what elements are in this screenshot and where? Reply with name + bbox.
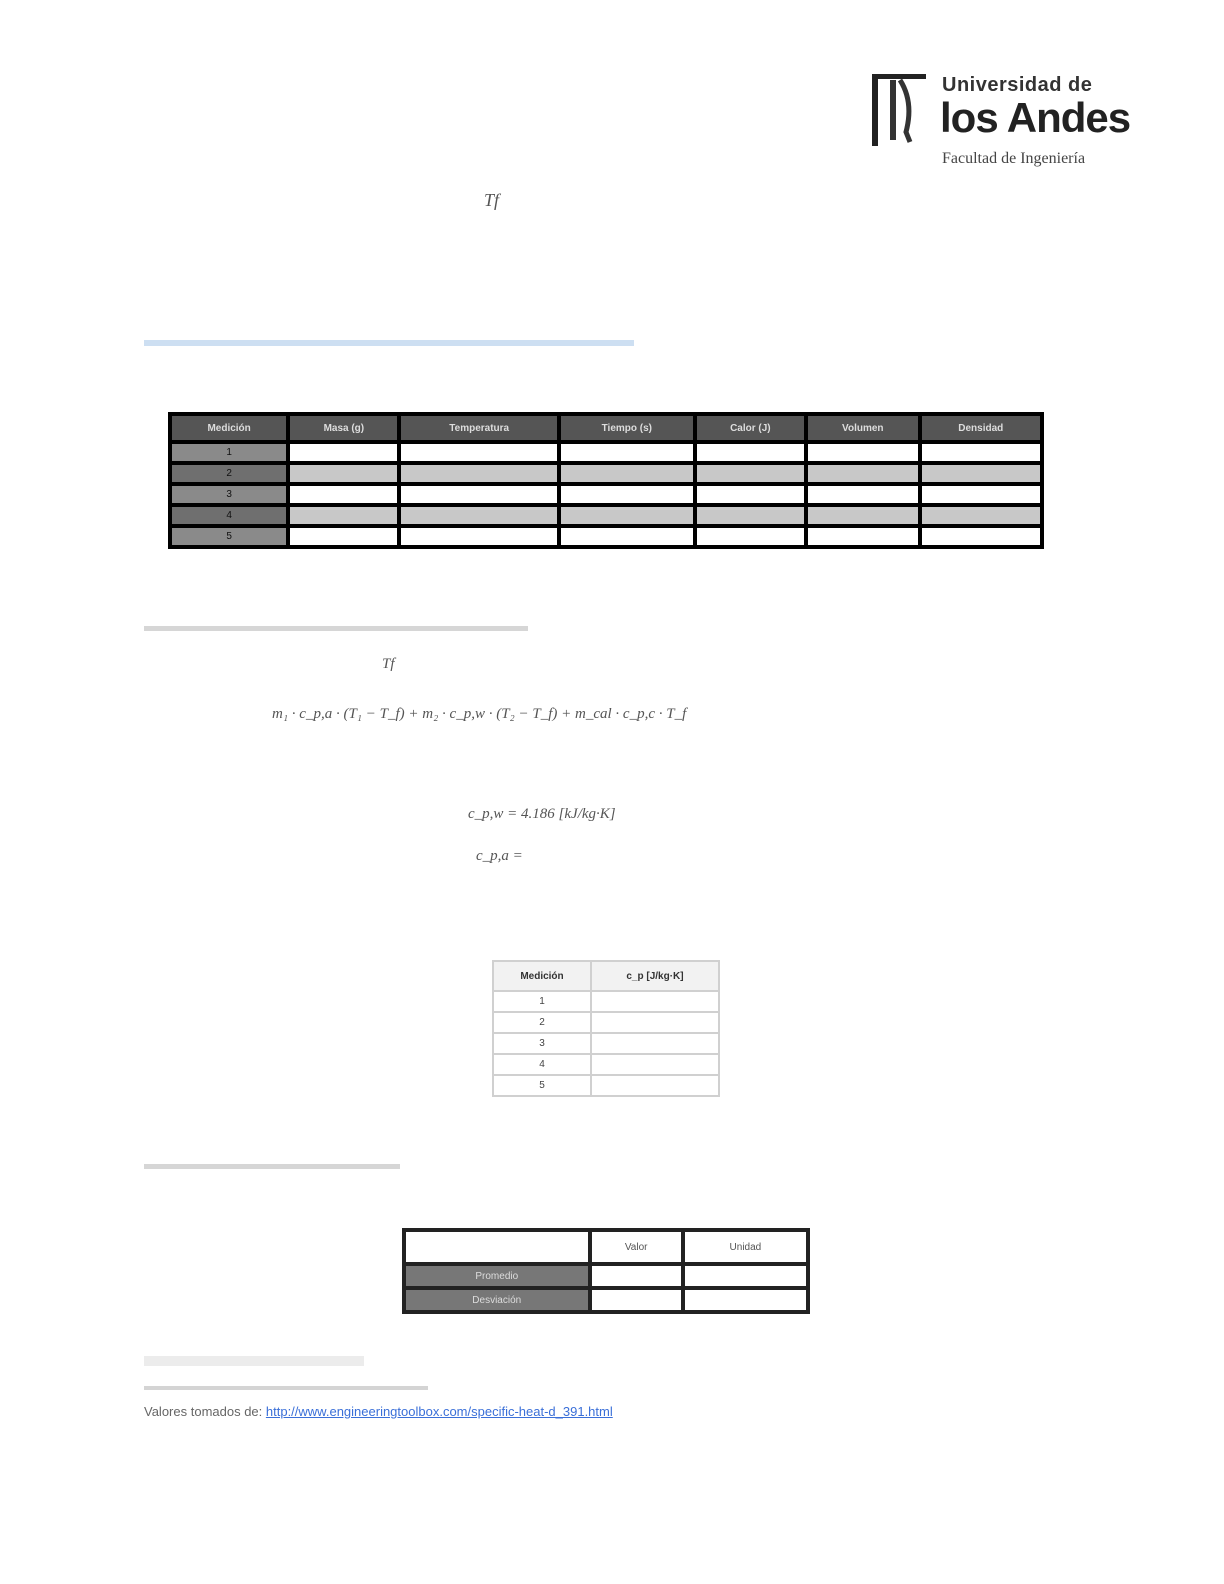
table3-cell [683, 1288, 808, 1312]
table1-header-cell: Masa (g) [288, 414, 399, 442]
table1-cell [695, 526, 806, 547]
table1-cell [399, 526, 558, 547]
table1-cell [288, 505, 399, 526]
table2-cell [591, 1033, 719, 1054]
table1-cell [399, 463, 558, 484]
table1-cell [559, 463, 695, 484]
table-row [170, 484, 1042, 505]
table1-cell [806, 484, 920, 505]
table1-cell [559, 442, 695, 463]
table2-header-cell: Medición [493, 961, 591, 991]
table1-header-cell: Tiempo (s) [559, 414, 695, 442]
university-crest-icon [870, 72, 928, 148]
table1-cell [399, 442, 558, 463]
table1-header-cell: Calor (J) [695, 414, 806, 442]
symbol-tf-top: Tf [484, 190, 500, 210]
table1-cell [920, 442, 1042, 463]
logo-text-line2: los Andes [940, 94, 1131, 141]
table1-cell [920, 505, 1042, 526]
table-row [493, 1054, 719, 1075]
table1-header-cell: Densidad [920, 414, 1042, 442]
heading-placeholder-3 [144, 1164, 400, 1169]
table1-cell [695, 463, 806, 484]
table2-cell [591, 991, 719, 1012]
table1-cell [920, 463, 1042, 484]
table2-cell [591, 1012, 719, 1033]
table1-cell [695, 505, 806, 526]
heading-placeholder-4 [144, 1356, 364, 1366]
table2-row-label: 4 [493, 1054, 591, 1075]
table-row [493, 1012, 719, 1033]
table-row [404, 1288, 808, 1312]
table3-cell [590, 1288, 683, 1312]
footnote [144, 1404, 613, 1419]
measurements-table [168, 412, 1044, 549]
energy-balance-equation: m₁ · c_p,a · (T₁ − T_f) + m₂ · c_p,w · (T₂ − T_f) + m_cal · c_p,c · T_f [272, 706, 687, 722]
table2-header-cell: c_p [J/kg·K] [591, 961, 719, 991]
table3-cell [590, 1264, 683, 1288]
logo-text-line3: Facultad de Ingeniería [942, 150, 1086, 167]
table-row [493, 991, 719, 1012]
table1-cell [806, 526, 920, 547]
table3-header-cell [404, 1230, 590, 1264]
table1-header-cell: Volumen [806, 414, 920, 442]
footnote-link[interactable]: http://www.engineeringtoolbox.com/specific-heat-d_391.html [265, 1404, 613, 1419]
table1-row-label: 5 [170, 526, 288, 547]
table1-cell [559, 505, 695, 526]
table2-cell [591, 1054, 719, 1075]
table1-row-label: 4 [170, 505, 288, 526]
table3-header-cell: Valor [590, 1230, 683, 1264]
table1-cell [695, 484, 806, 505]
university-logo [870, 70, 1131, 180]
table1-header-cell: Medición [170, 414, 288, 442]
table1-cell [288, 526, 399, 547]
table1-cell [920, 526, 1042, 547]
table1-row-label: 2 [170, 463, 288, 484]
heading-placeholder-1 [144, 340, 634, 346]
heading-placeholder-2 [144, 626, 528, 631]
table-row [170, 463, 1042, 484]
table2-row-label: 2 [493, 1012, 591, 1033]
table3-row-label: Promedio [404, 1264, 590, 1288]
table1-row-label: 1 [170, 442, 288, 463]
table1-cell [288, 442, 399, 463]
table2-cell [591, 1075, 719, 1096]
cp-water-equation: c_p,w = 4.186 [kJ/kg·K] [468, 806, 616, 822]
table-row [493, 1075, 719, 1096]
table1-cell [559, 526, 695, 547]
table3-header-cell: Unidad [683, 1230, 808, 1264]
table1-cell [288, 463, 399, 484]
table1-cell [695, 442, 806, 463]
table2-row-label: 5 [493, 1075, 591, 1096]
table-row [170, 505, 1042, 526]
table1-cell [806, 463, 920, 484]
footnote-text: Valores tomados de: [144, 1404, 266, 1419]
table1-cell [806, 442, 920, 463]
specific-heat-table [492, 960, 720, 1097]
table-row [170, 442, 1042, 463]
table-row [493, 1033, 719, 1054]
symbol-tf-section2: Tf [382, 656, 395, 672]
logo-text-line1: Universidad de [942, 74, 1093, 96]
table1-cell [806, 505, 920, 526]
table1-header-cell: Temperatura [399, 414, 558, 442]
cp-sample-equation: c_p,a = [476, 848, 523, 864]
table1-row-label: 3 [170, 484, 288, 505]
table1-cell [288, 484, 399, 505]
table2-row-label: 1 [493, 991, 591, 1012]
table-row [404, 1264, 808, 1288]
table1-cell [559, 484, 695, 505]
table1-cell [399, 505, 558, 526]
table1-cell [920, 484, 1042, 505]
table-row [170, 526, 1042, 547]
table3-cell [683, 1264, 808, 1288]
footnote-separator [144, 1386, 428, 1390]
table2-row-label: 3 [493, 1033, 591, 1054]
table1-cell [399, 484, 558, 505]
table3-row-label: Desviación [404, 1288, 590, 1312]
summary-table [402, 1228, 810, 1314]
